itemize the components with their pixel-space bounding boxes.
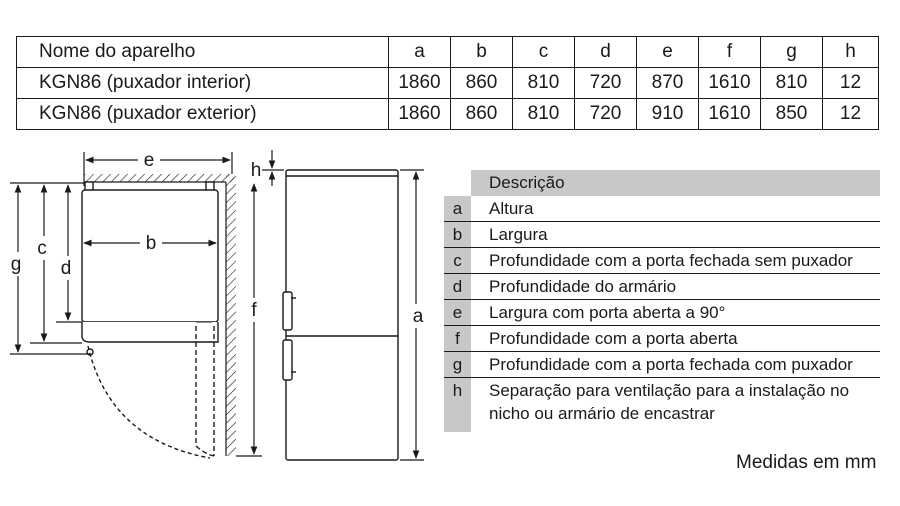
legend-header-row [444,170,880,196]
upper-door-handle [283,292,292,330]
table-cell: 1610 [699,68,761,99]
table-header-row [17,37,879,68]
legend-header-key [444,170,471,196]
door-swing-arc [88,346,210,458]
legend-text: Largura [489,225,548,244]
table-cell: 810 [513,68,575,99]
table-cell: 1610 [699,99,761,130]
table-cell: 860 [451,99,513,130]
legend-text: Separação para ventilação para a instalação no nicho ou armário de encastrar [489,381,850,423]
dim-label-b: b [145,233,157,254]
legend-key: g [444,352,471,377]
legend-text: Largura com porta aberta a 90° [489,303,726,322]
header-cell-a: a [389,37,451,68]
table-cell: 1860 [389,99,451,130]
lower-door-handle [283,340,292,380]
dim-label-h: h [250,160,262,181]
header-cell-e: e [637,37,699,68]
units-note: Medidas em mm [736,452,877,473]
table-cell: 12 [823,68,879,99]
table-cell: 910 [637,99,699,130]
legend-table [444,170,880,432]
table-cell: 860 [451,68,513,99]
fridge-dimension-diagram [0,140,440,480]
table-cell: 870 [637,68,699,99]
legend-key: h [444,378,471,432]
legend-key: e [444,300,471,325]
legend-key: f [444,326,471,351]
legend-key: b [444,222,471,247]
table-cell: 12 [823,99,879,130]
table-cell: 810 [513,99,575,130]
header-cell-h: h [823,37,879,68]
legend-text: Altura [489,199,534,218]
table-cell: 720 [575,99,637,130]
header-cell-d: d [575,37,637,68]
dim-label-g: g [10,254,22,275]
header-cell-g: g [761,37,823,68]
legend-text: Profundidade com a porta aberta [489,329,738,348]
table-row [17,99,879,130]
legend-item [444,378,880,432]
dim-label-e: e [143,150,155,171]
dim-label-f: f [251,300,257,321]
legend-item [444,352,880,378]
row-name: KGN86 (puxador interior) [17,68,389,99]
legend-key: a [444,196,471,221]
open-door-outline [196,326,214,456]
legend-item [444,248,880,274]
header-cell-f: f [699,37,761,68]
fridge-top-view [82,182,218,458]
legend-item [444,274,880,300]
legend-text: Profundidade com a porta fechada sem puxador [489,251,853,270]
dim-label-d: d [60,258,72,279]
table-row [17,68,879,99]
header-cell-b: b [451,37,513,68]
fridge-front-view [283,170,398,460]
legend-header-title: Descrição [471,170,880,196]
header-cell-name: Nome do aparelho [17,37,389,68]
legend-text: Profundidade com a porta fechada com puxador [489,355,853,374]
legend-item [444,196,880,222]
dimensions-table [16,36,879,130]
legend-key: c [444,248,471,273]
dim-label-c: c [37,238,47,259]
table-cell: 720 [575,68,637,99]
table-cell: 1860 [389,68,451,99]
header-cell-c: c [513,37,575,68]
table-cell: 850 [761,99,823,130]
table-cell: 810 [761,68,823,99]
row-name: KGN86 (puxador exterior) [17,99,389,130]
dim-label-a: a [412,306,424,327]
legend-key: d [444,274,471,299]
legend-item [444,300,880,326]
legend-text: Profundidade do armário [489,277,677,296]
legend-item [444,222,880,248]
legend-item [444,326,880,352]
